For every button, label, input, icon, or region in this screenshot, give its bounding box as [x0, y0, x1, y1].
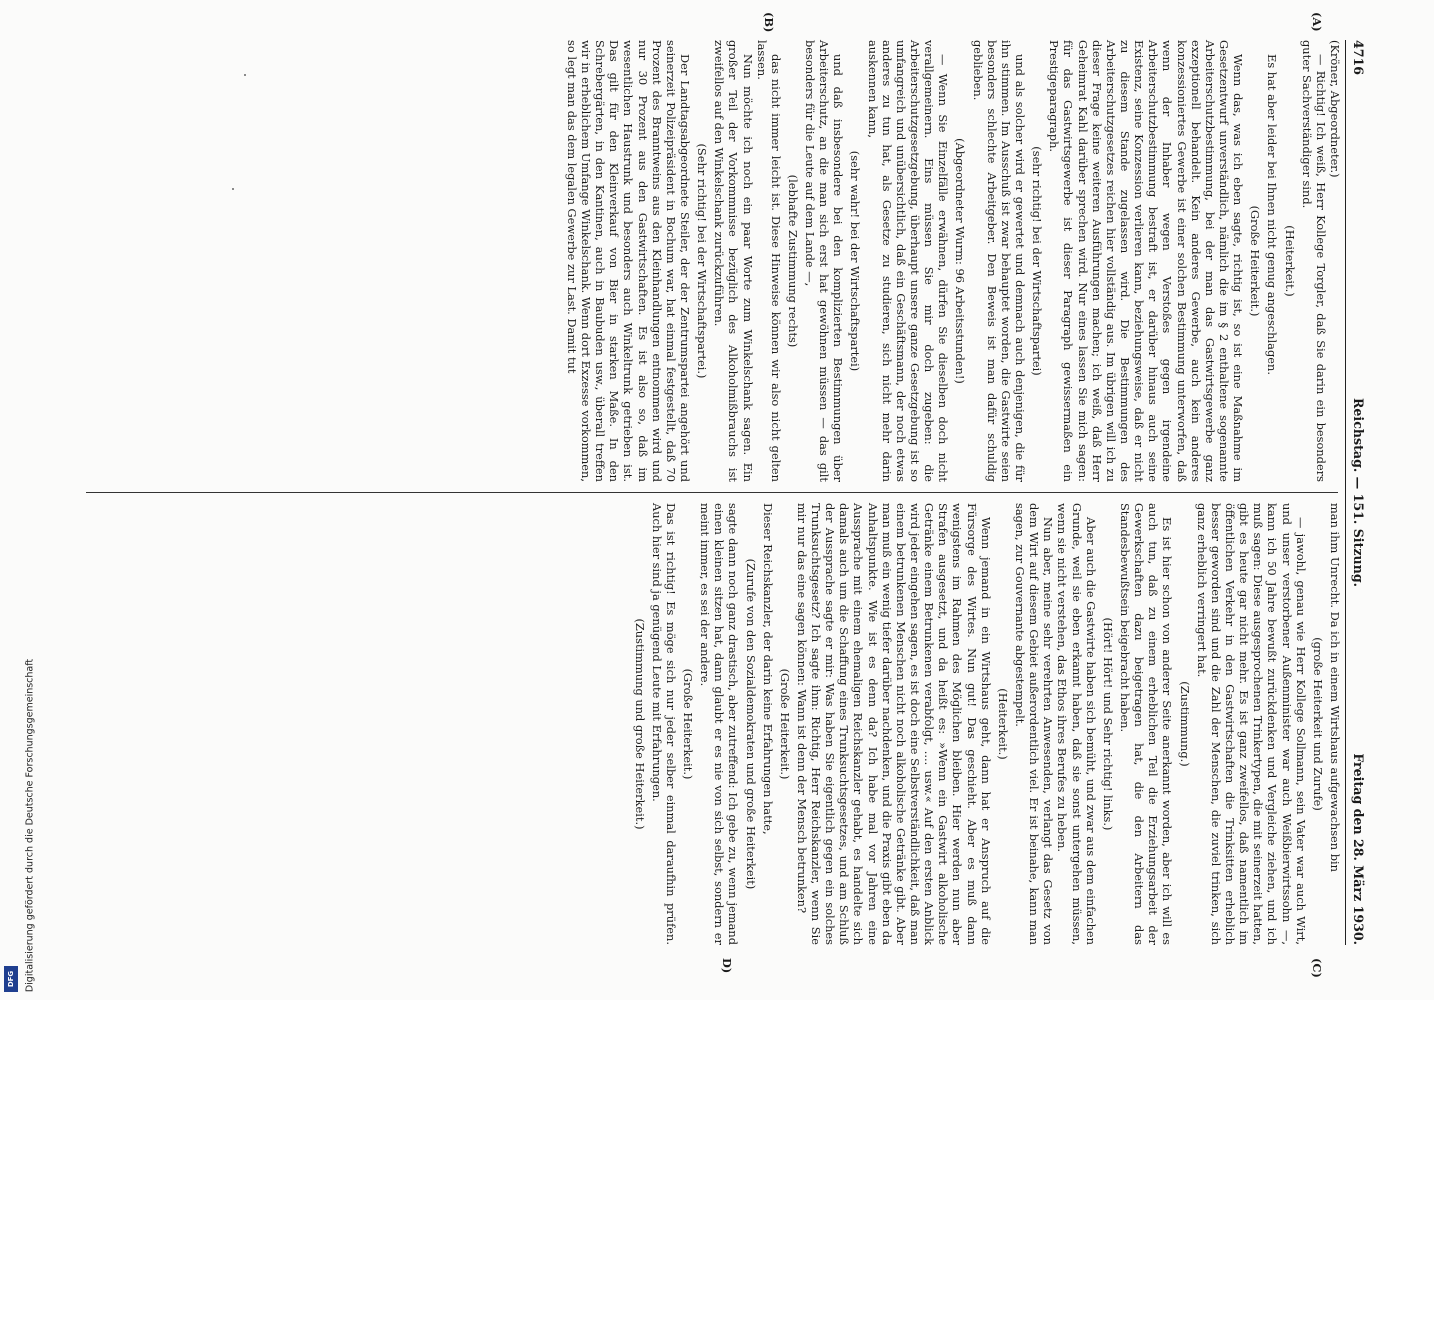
interjection-line: (Sehr richtig! bei der Wirtschaftspartei.): [695, 143, 710, 379]
paragraph: — Richtig! Ich weiß, Herr Kollege Torgler, daß Sie darin ein besonders guter Sachverständiger sind.: [1299, 40, 1328, 482]
interjection-line: (Zurufe von den Sozialdemokraten und große Heiterkeit): [743, 558, 758, 890]
interjection-line: (Abgeordneter Wurm: 96 Arbeitsstunden!): [953, 138, 968, 384]
interjection-line: (große Heiterkeit und Zurufe): [1310, 637, 1325, 811]
paragraph: (Kröner, Abgeordneter.): [1328, 40, 1342, 178]
interjection-line: (Heiterkeit.): [1282, 225, 1297, 297]
paragraph: Nun aber, meine sehr verehrten Anwesenden, verlangt das Gesetz von dem Wirt auf diesem Gebiet außerordentlich viel. Er ist beinahe, kann man sagen, zur Gouvernante abgestempelt.: [1013, 503, 1056, 945]
header-date: Freitag den 28. März 1930.: [1351, 753, 1366, 945]
page-header: [1346, 40, 1366, 945]
interjection-line: (Hört! Hört! und Sehr richtig! links.): [1100, 617, 1115, 831]
right-text-column: [629, 503, 1342, 945]
page-number: 4716: [1351, 40, 1366, 76]
dfg-logo-text: DFG: [7, 970, 15, 988]
margin-marker-d: D): [720, 958, 734, 974]
margin-marker-c: (C): [1310, 958, 1324, 978]
interjection-line: (Zustimmung.): [1177, 681, 1192, 767]
paragraph: Dieser Reichskanzler, der darin keine Erfahrungen hatte,: [760, 503, 775, 835]
paragraph: und als solcher wird er gewertet und demnach auch denjenigen, die für ihn stimmen. Im Ausschuß ist zwar behauptet worden, die Gastwirte seien besonders schlechte Arbeitgeber. Den Beweis ist man dafür schuldig geblieben.: [970, 40, 1028, 482]
left-text-column: [565, 40, 1342, 482]
interjection-line: (Heiterkeit.): [995, 688, 1010, 760]
header-title: Reichstag. — 151. Sitzung.: [1351, 397, 1366, 588]
funding-note: Digitalisierung gefördert durch die Deutsche Forschungsgemeinschaft: [24, 658, 36, 993]
interjection-line: (sehr richtig! bei der Wirtschaftspartei): [1030, 146, 1045, 376]
paragraph: das nicht immer leicht ist. Diese Hinweise können wir also nicht gelten lassen.: [754, 40, 783, 482]
paragraph: Es ist hier schon von anderer Seite anerkannt worden, aber ich will es auch tun, daß zu einem erheblichen Teil die Erziehungsarbeit der Gewerkschaften dazu beigetragen hat, die den Arbeitern das Standesbewußtsein beigebracht haben.: [1118, 503, 1175, 945]
interjection-line: (lebhafte Zustimmung rechts): [785, 174, 800, 348]
interjection-line: (Zustimmung und große Heiterkeit.): [632, 618, 647, 830]
paragraph: Wenn jemand in ein Wirtshaus geht, dann hat er Anspruch auf die Fürsorge des Wirtes. Nun gut! Das geschieht. Aber es muß dann wenigstens im Rahmen des Möglichen bleiben. Hier werden nun aber Strafen ausgesetzt, und da heißt es: »Wenn ein Gastwirt alkoholische Getränke einem Betrunkenen verabfolgt, .... usw.« Auf den ersten Anblick wird jeder eingehen sagen, es ist doch eine Selbstverständlichkeit, daß man einem betrunkenen Menschen nicht noch alkoholische Getränke gibt. Aber man muß ein wenig tiefer darüber nachdenken, und die Praxis gibt eben da Anhaltspunkte. Wie ist es denn da? Ich habe mal vor Jahren eine Aussprache mit einem ehemaligen Reichskanzler gehabt, es handelte sich damals auch um die Schaffung eines Trunksuchtsgesetzes, und am Schluß der Aussprache sagte er mir: Was haben Sie eigentlich gegen ein solches Trunksuchtsgesetz? Ich sagte ihm: Richtig, Herr Reichskanzler, wenn Sie mir nur das eine sagen können: Wann ist denn der Mensch betrunken?: [794, 503, 993, 945]
paragraph: Es hat aber leider bei Ihnen nicht genug angeschlagen.: [1265, 54, 1280, 375]
interjection-line: (sehr wahr! bei der Wirtschaftspartei): [848, 150, 863, 372]
paragraph: Nun möchte ich noch ein paar Worte zum Winkelschank sagen. Ein großer Teil der Vorkommnisse bezüglich des Alkoholmißbrauchs ist zweifellos auf den Winkelschank zurückzuführen.: [712, 40, 755, 482]
interjection-line: (Große Heiterkeit.): [1248, 205, 1263, 317]
paragraph: Aber auch die Gastwirte haben sich bemüht, und zwar aus dem einfachen Grunde, weil sie eben erkannt haben, daß sie sonst untergehen müssen, wenn sie nicht verstehen, das Ethos ihres Berufes zu heben.: [1055, 503, 1098, 945]
interjection-line: (Große Heiterkeit.): [680, 668, 695, 780]
margin-marker-a: (A): [1310, 12, 1324, 32]
header-rule: [1345, 40, 1346, 945]
paragraph: Der Landtagsabgeordnete Steiler, der der Zentrumspartei angehört und seinerzeit Polizeipräsident in Bochum war, hat einmal festgestellt, daß 70 Prozent des Branntweins aus den Kleinhandlungen entnommen wird und nur 30 Prozent aus den Gastwirtschaften. Es ist also so, daß im wesentlichen Haustrunk und besonders auch Winkeltrunk getrieben ist. Das gilt für den Kleinverkauf von Bier in starken Maße. In den Schrebergärten, in den Kantinen, auch in Baubuden usw., überall treffen wir in erheblichem Umfange Winkelschank. Wenn dort Exzesse vorkommen, so legt man das dem legalen Gewerbe zur Last. Damit tut: [564, 40, 692, 482]
margin-marker-b: (B): [762, 12, 776, 33]
column-separator: [86, 492, 1338, 493]
paragraph: man ihm Unrecht. Da ich in einem Wirtshaus aufgewachsen bin: [1328, 503, 1342, 873]
paragraph: sagte dann noch ganz drastisch, aber zutreffend: Ich gebe zu, wenn jemand einen kleinen sitzen hat, dann glaubt er es nie von sich selbst, sondern er meint immer, es sei der andere.: [698, 503, 741, 945]
paragraph: und daß insbesondere bei den komplizierten Bestimmungen über Arbeiterschutz, an die man sich erst hat gewöhnen müssen — das gilt besonders für die Leute auf dem Lande —,: [803, 40, 846, 482]
paragraph: — jawohl, genau wie Herr Kollege Sollmann, sein Vater war auch Wirt, und unser verstorbener Außenminister war auch Weißbierwirtssohn —, kann ich 50 Jahre bewußt zurückdenken und Vergleiche ziehen, und ich muß sagen: Diese ausgesprochenen Trinkertypen, die mit seinerzeit hatten, gibt es heute gar nicht mehr. Es ist ganz zweifellos, daß namentlich im öffentlichen Verkehr in den Gastwirtschaften die Trinksitten erheblich besser geworden sind und die Zahl der Menschen, die zuviel trinken, sich ganz erheblich verringert hat.: [1194, 503, 1308, 945]
scan-speck: [244, 74, 246, 76]
scan-speck: [232, 188, 234, 190]
paragraph: — Wenn Sie Einzelfälle erwähnen, dürfen Sie dieselben doch nicht verallgemeinern. Eins müssen Sie mir doch zugeben: die Arbeiterschutzgesetzgebung, überhaupt unsere ganze Gesetzgebung ist so umfangreich und unübersichtlich, daß ein Geschäftsmann, der noch etwas anderes zu tun hat, als Gesetze zu studieren, sich nicht mehr darin auskennen kann,: [865, 40, 951, 482]
paragraph: Wenn das, was ich eben sagte, richtig ist, so ist eine Maßnahme im Gesetzentwurf unverständlich, nämlich die im § 2 enthaltene sogenannte Arbeiterschutzbestimmung, bei der man das Gastwirtsgewerbe ganz exzeptionell behandelt. Kein anderes Gewerbe, auch kein anderes konzessioniertes Gewerbe ist einer solchen Bestimmung unterworfen, daß wenn der Inhaber wegen Verstoßes gegen irgendeine Arbeiterschutzbestimmung bestraft ist, er darüber hinaus auch seine Existenz, seine Konzession verlieren kann, beziehungsweise, daß er nicht zu diesem Stande zugelassen wird. Die Bestimmungen des Arbeiterschutzgesetzes reichen hier vollständig aus. Im übrigen will ich zu dieser Frage keine weiteren Ausführungen machen; ich weiß, daß Herr Geheimrat Kahl darüber sprechen wird. Nur eines lassen Sie mich sagen: für das Gastwirtsgewerbe ist dieser Paragraph gewissermaßen ein Prestigeparagraph.: [1047, 40, 1246, 482]
interjection-line: (Große Heiterkeit.): [777, 668, 792, 780]
paragraph: Das ist richtig! Es möge sich nur jeder selber einmal daraufhin prüfen. Auch hier sind ja genügend Leute mit Erfahrungen.: [649, 503, 678, 945]
